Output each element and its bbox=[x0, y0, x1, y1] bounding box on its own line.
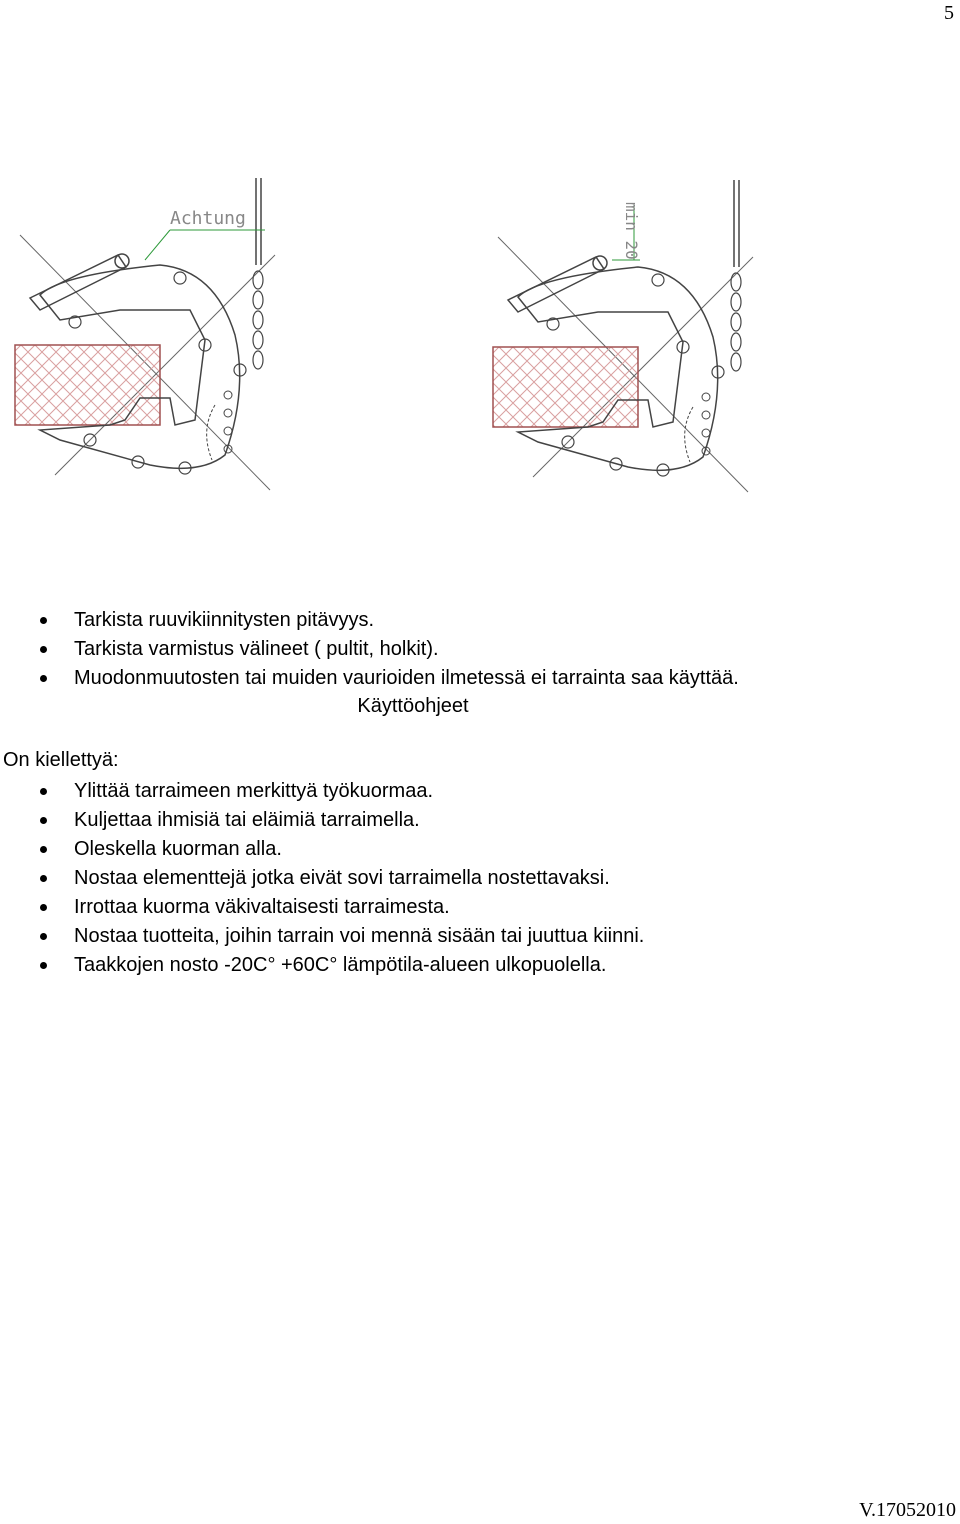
list-item: Ylittää tarraimeen merkittyä työkuormaa. bbox=[0, 777, 644, 806]
list-item: Irrottaa kuorma väkivaltaisesti tarraimesta. bbox=[0, 893, 644, 922]
version-label: V.17052010 bbox=[859, 1499, 956, 1521]
list-item: Taakkojen nosto -20C° +60C° lämpötila-alueen ulkopuolella. bbox=[0, 951, 644, 980]
achtung-label: Achtung bbox=[170, 208, 246, 229]
clamp-diagram-right bbox=[493, 180, 753, 492]
list-item: Oleskella kuorman alla. bbox=[0, 835, 644, 864]
min-20-label: min 20 bbox=[622, 202, 641, 260]
list-item: Nostaa tuotteita, joihin tarrain voi mennä sisään tai juuttua kiinni. bbox=[0, 922, 644, 951]
clamp-diagram-left bbox=[15, 178, 275, 490]
prohibitions-intro: On kiellettyä: bbox=[3, 749, 119, 771]
list-item: Muodonmuutosten tai muiden vaurioiden ilmetessä ei tarrainta saa käyttää. bbox=[0, 664, 739, 693]
list-item: Nostaa elementtejä jotka eivät sovi tarraimella nostettavaksi. bbox=[0, 864, 644, 893]
list-item: Kuljettaa ihmisiä tai eläimiä tarraimella. bbox=[0, 806, 644, 835]
page-number: 5 bbox=[944, 2, 954, 24]
list-item: Tarkista ruuvikiinnitysten pitävyys. bbox=[0, 606, 739, 635]
prohibitions-list bbox=[0, 777, 644, 980]
section-title: Käyttöohjeet bbox=[357, 695, 469, 717]
clamp-technical-drawing bbox=[0, 170, 960, 500]
list-item: Tarkista varmistus välineet ( pultit, holkit). bbox=[0, 635, 739, 664]
check-list bbox=[0, 606, 739, 693]
